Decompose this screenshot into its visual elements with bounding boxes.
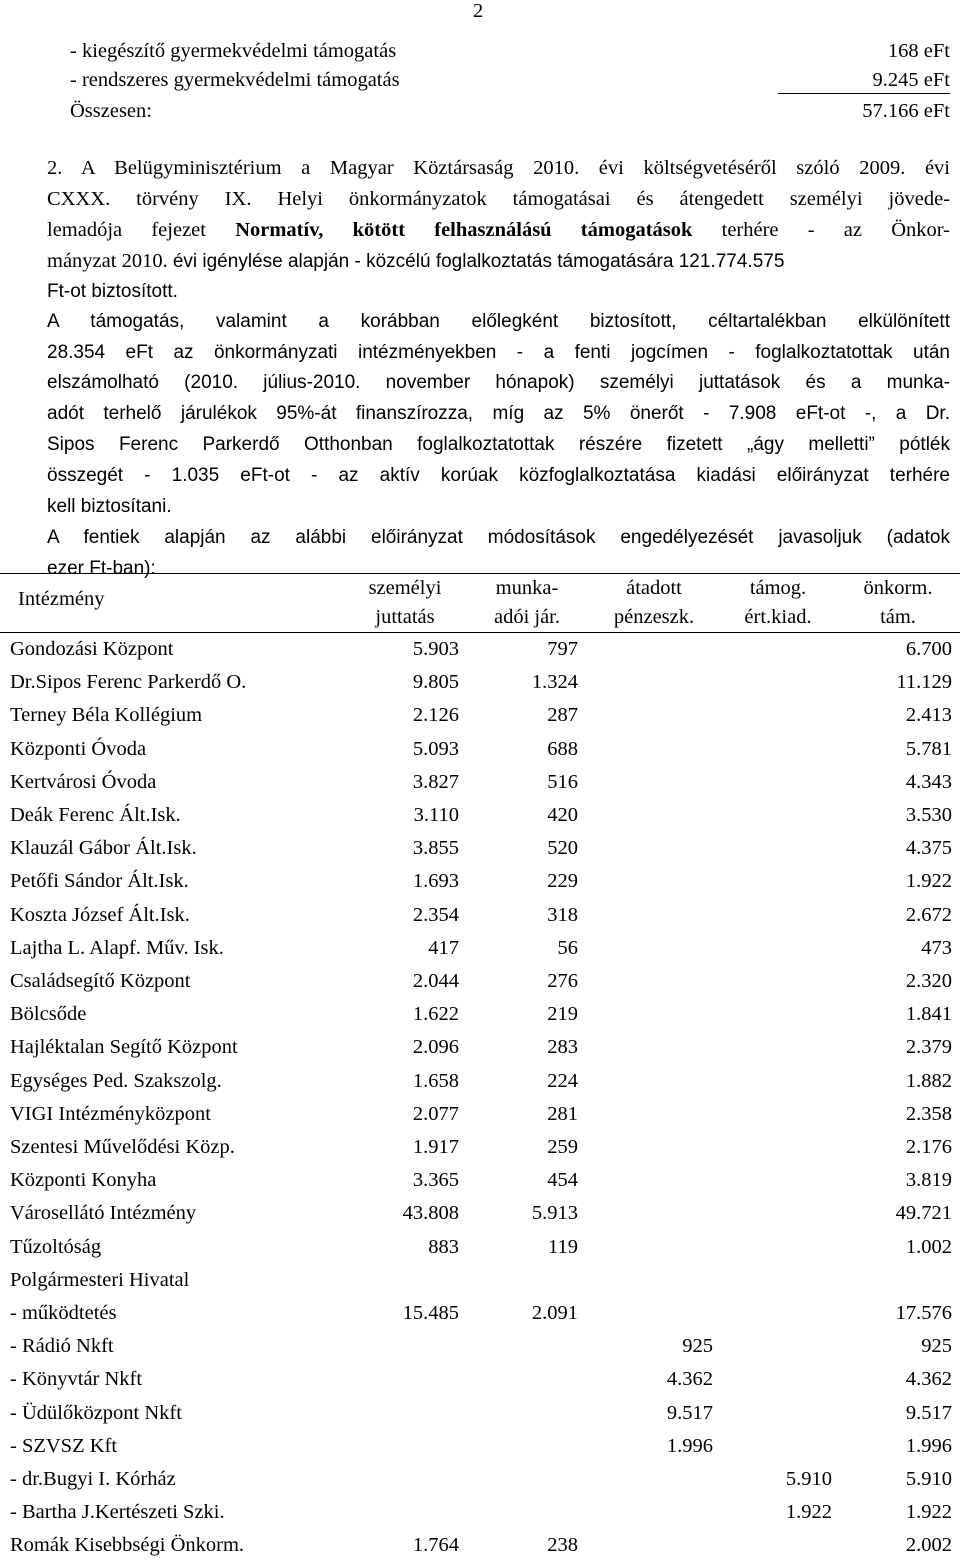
- cell-atadott-penzeszk: 1.996: [666, 1434, 713, 1457]
- summary-total-label: Összesen:: [70, 100, 152, 122]
- header-line: önkorm.: [863, 577, 933, 599]
- table-row: [0, 1302, 960, 1335]
- summary-row: [70, 40, 950, 70]
- column-header-tamog: [728, 574, 828, 632]
- table-row: [0, 1036, 960, 1069]
- cell-munkaadoi-jarulek: 119: [548, 1235, 578, 1258]
- table-row: [0, 1103, 960, 1136]
- cell-szemelyi-juttatas: 1.917: [412, 1136, 459, 1158]
- cell-munkaadoi-jarulek: 5.913: [531, 1202, 578, 1225]
- summary-value: 168 eFt: [887, 40, 950, 62]
- cell-szemelyi-juttatas: 3.365: [412, 1169, 459, 1192]
- cell-onkorm-tam: 1.882: [905, 1069, 952, 1092]
- cell-munkaadoi-jarulek: 420: [547, 804, 578, 826]
- table-row: [0, 1335, 960, 1368]
- cell-onkorm-tam: 17.576: [895, 1302, 952, 1324]
- paragraph-line: A fentiek alapján az alábbi előirányzat módosítások engedélyezését javasoljuk (adatok: [47, 527, 950, 548]
- cell-atadott-penzeszk: 925: [682, 1335, 713, 1358]
- cell-intezmeny: VIGI Intézményközpont: [10, 1102, 211, 1125]
- cell-munkaadoi-jarulek: 276: [547, 970, 578, 992]
- header-line: adói jár.: [493, 606, 561, 628]
- table-row: [0, 1368, 960, 1401]
- paragraph-line: CXXX. törvény IX. Helyi önkormányzatok támogatásai és átengedett személyi jövede-: [47, 188, 950, 210]
- cell-intezmeny: Petőfi Sándor Ált.Isk.: [10, 870, 189, 893]
- cell-munkaadoi-jarulek: 56: [557, 936, 578, 959]
- cell-intezmeny: Dr.Sipos Ferenc Parkerdő O.: [10, 671, 247, 694]
- header-line: munka-: [495, 577, 559, 599]
- cell-munkaadoi-jarulek: 2.091: [531, 1302, 578, 1324]
- table-row: [0, 804, 960, 837]
- cell-munkaadoi-jarulek: 283: [547, 1036, 578, 1059]
- cell-intezmeny: Egységes Ped. Szakszolg.: [10, 1069, 222, 1092]
- summary-value: 9.245 eFt: [872, 69, 950, 91]
- cell-munkaadoi-jarulek: 688: [547, 737, 578, 760]
- cell-intezmeny: - működtetés: [10, 1302, 117, 1324]
- cell-intezmeny: Lajtha L. Alapf. Műv. Isk.: [10, 936, 224, 959]
- summary-label: - kiegészítő gyermekvédelmi támogatás: [70, 40, 397, 62]
- cell-onkorm-tam: 3.530: [905, 804, 952, 826]
- table-row: [0, 638, 960, 671]
- cell-munkaadoi-jarulek: 238: [547, 1534, 578, 1557]
- cell-szemelyi-juttatas: 5.093: [412, 737, 459, 760]
- paragraph-line: ezer Ft-ban):: [47, 558, 156, 579]
- cell-szemelyi-juttatas: 2.096: [412, 1036, 459, 1059]
- cell-onkorm-tam: 1.922: [905, 870, 952, 893]
- cell-onkorm-tam: 2.002: [905, 1534, 952, 1557]
- cell-onkorm-tam: 4.362: [905, 1368, 952, 1391]
- table-row: [0, 1003, 960, 1036]
- cell-szemelyi-juttatas: 1.764: [412, 1534, 459, 1557]
- cell-intezmeny: - SZVSZ Kft: [10, 1434, 118, 1457]
- cell-szemelyi-juttatas: 3.110: [413, 804, 459, 826]
- paragraph-line: kell biztosítani.: [47, 496, 172, 517]
- column-header-intezmeny: Intézmény: [18, 588, 105, 610]
- cell-onkorm-tam: 9.517: [905, 1401, 952, 1424]
- table-row: [0, 904, 960, 937]
- cell-onkorm-tam: 2.320: [905, 970, 952, 992]
- cell-onkorm-tam: 5.781: [905, 737, 952, 760]
- cell-onkorm-tam: 49.721: [895, 1202, 952, 1225]
- table-row: [0, 1435, 960, 1468]
- cell-intezmeny: Gondozási Központ: [10, 638, 174, 660]
- cell-munkaadoi-jarulek: 520: [547, 837, 578, 860]
- cell-onkorm-tam: 2.672: [905, 903, 952, 926]
- cell-onkorm-tam: 11.129: [896, 671, 952, 694]
- cell-munkaadoi-jarulek: 318: [547, 903, 578, 926]
- cell-szemelyi-juttatas: 2.044: [412, 970, 459, 992]
- cell-intezmeny: Bölcsőde: [10, 1003, 87, 1026]
- cell-onkorm-tam: 2.379: [905, 1036, 952, 1059]
- summary-total-value: 57.166 eFt: [862, 100, 950, 122]
- cell-tamog-ert-kiad: 5.910: [785, 1468, 832, 1490]
- table-row: [0, 970, 960, 1003]
- header-line: ért.kiad.: [744, 606, 812, 628]
- cell-intezmeny: Koszta József Ált.Isk.: [10, 903, 190, 926]
- cell-szemelyi-juttatas: 1.658: [412, 1069, 459, 1092]
- cell-atadott-penzeszk: 9.517: [666, 1401, 713, 1424]
- table-row: [0, 870, 960, 903]
- cell-szemelyi-juttatas: 2.126: [412, 704, 459, 727]
- paragraph-line: [47, 250, 950, 273]
- cell-intezmeny: Terney Béla Kollégium: [10, 704, 203, 727]
- cell-intezmeny: - Bartha J.Kertészeti Szki.: [10, 1501, 225, 1524]
- paragraph-line: Ft-ot biztosított.: [47, 281, 178, 302]
- paragraph-text: lemadója fejezet: [47, 219, 206, 241]
- column-header-onkorm: [848, 574, 948, 632]
- cell-intezmeny: Városellátó Intézmény: [10, 1202, 197, 1225]
- cell-munkaadoi-jarulek: 287: [547, 704, 578, 727]
- table-row: [0, 1202, 960, 1235]
- cell-onkorm-tam: 473: [921, 936, 952, 959]
- header-line: juttatás: [375, 606, 435, 628]
- header-line: átadott: [626, 577, 682, 599]
- cell-munkaadoi-jarulek: 797: [547, 638, 578, 660]
- cell-szemelyi-juttatas: 15.485: [402, 1302, 459, 1324]
- cell-munkaadoi-jarulek: 224: [547, 1069, 578, 1092]
- cell-munkaadoi-jarulek: 281: [547, 1102, 578, 1125]
- cell-intezmeny: - dr.Bugyi I. Kórház: [10, 1468, 176, 1490]
- column-header-szemelyi: [350, 574, 460, 632]
- paragraph-line: [47, 219, 950, 242]
- cell-munkaadoi-jarulek: 229: [547, 870, 578, 893]
- cell-intezmeny: - Könyvtár Nkft: [10, 1368, 143, 1391]
- cell-onkorm-tam: 1.996: [905, 1434, 952, 1457]
- paragraph-line: A támogatás, valamint a korábban előlegként biztosított, céltartalékban elkülönített: [47, 311, 950, 332]
- cell-onkorm-tam: 4.375: [905, 837, 952, 860]
- summary-underline: [778, 93, 950, 94]
- paragraph-text: évi igénylése alapján - közcélú foglalkoztatás támogatására 121.774.575: [172, 251, 785, 272]
- paragraph-bold-text: Normatív, kötött felhasználású támogatások: [235, 219, 693, 241]
- cell-intezmeny: Tűzoltóság: [10, 1235, 102, 1258]
- table-row: [0, 671, 960, 704]
- header-line: támog.: [749, 577, 807, 599]
- cell-onkorm-tam: 1.922: [905, 1501, 952, 1524]
- cell-onkorm-tam: 1.002: [905, 1235, 952, 1258]
- cell-intezmeny: Központi Konyha: [10, 1169, 157, 1192]
- header-line: tám.: [880, 606, 916, 628]
- cell-onkorm-tam: 4.343: [905, 770, 952, 793]
- cell-onkorm-tam: 1.841: [905, 1003, 952, 1026]
- paragraph-line: Sipos Ferenc Parkerdő Otthonban foglalkoztatottak részére fizetett „ágy melletti” pótlék: [47, 434, 950, 455]
- cell-munkaadoi-jarulek: 1.324: [531, 671, 578, 694]
- cell-szemelyi-juttatas: 1.622: [412, 1003, 459, 1026]
- cell-intezmeny: Polgármesteri Hivatal: [10, 1268, 190, 1291]
- table-row: [0, 1468, 960, 1501]
- cell-intezmeny: Hajléktalan Segítő Központ: [10, 1036, 238, 1059]
- paragraph-line: adót terhelő járulékok 95%-át finanszírozza, míg az 5% önerőt - 7.908 eFt-ot -, a Dr.: [47, 403, 950, 424]
- page-number: 2: [473, 0, 484, 22]
- table-row: [0, 1136, 960, 1169]
- paragraph-line: 2. A Belügyminisztérium a Magyar Köztársaság 2010. évi költségvetéséről szóló 2009. évi: [47, 157, 950, 179]
- cell-onkorm-tam: 925: [921, 1335, 952, 1358]
- summary-row: [70, 69, 950, 99]
- cell-intezmeny: - Rádió Nkft: [10, 1335, 114, 1358]
- cell-szemelyi-juttatas: 883: [428, 1235, 459, 1258]
- summary-total-row: [70, 100, 950, 130]
- cell-szemelyi-juttatas: 5.903: [412, 638, 459, 660]
- cell-szemelyi-juttatas: 9.805: [412, 671, 459, 694]
- cell-intezmeny: Családsegítő Központ: [10, 970, 191, 992]
- cell-munkaadoi-jarulek: 219: [547, 1003, 578, 1026]
- cell-onkorm-tam: 2.413: [905, 704, 952, 727]
- cell-tamog-ert-kiad: 1.922: [785, 1501, 832, 1524]
- cell-onkorm-tam: 5.910: [905, 1468, 952, 1490]
- table-row: [0, 1534, 960, 1567]
- table-row: [0, 837, 960, 870]
- table-row: [0, 1501, 960, 1534]
- cell-szemelyi-juttatas: 417: [428, 936, 459, 959]
- cell-intezmeny: Szentesi Művelődési Közp.: [10, 1136, 235, 1158]
- summary-label: - rendszeres gyermekvédelmi támogatás: [70, 69, 400, 91]
- cell-szemelyi-juttatas: 3.855: [412, 837, 459, 860]
- cell-atadott-penzeszk: 4.362: [666, 1368, 713, 1391]
- cell-szemelyi-juttatas: 1.693: [412, 870, 459, 893]
- table-row: [0, 1402, 960, 1435]
- table-row: [0, 1236, 960, 1269]
- cell-munkaadoi-jarulek: 259: [547, 1136, 578, 1158]
- cell-intezmeny: Központi Óvoda: [10, 737, 147, 760]
- cell-intezmeny: Klauzál Gábor Ált.Isk.: [10, 837, 197, 860]
- paragraph-text: mányzat 2010.: [47, 250, 168, 272]
- header-line: pénzeszk.: [613, 606, 695, 628]
- paragraph-text: terhére - az Önkor-: [721, 219, 950, 241]
- cell-szemelyi-juttatas: 2.077: [412, 1102, 459, 1125]
- cell-szemelyi-juttatas: 2.354: [412, 903, 459, 926]
- cell-intezmeny: Deák Ferenc Ált.Isk.: [10, 804, 181, 826]
- cell-szemelyi-juttatas: 43.808: [402, 1202, 459, 1225]
- cell-onkorm-tam: 6.700: [905, 638, 952, 660]
- table-row: [0, 1169, 960, 1202]
- paragraph-line: 28.354 eFt az önkormányzati intézményekben - a fenti jogcímen - foglalkoztatottak után: [47, 342, 950, 363]
- cell-onkorm-tam: 3.819: [905, 1169, 952, 1192]
- table-row: [0, 704, 960, 737]
- table-row: [0, 738, 960, 771]
- table-header-bottom-rule: [0, 632, 960, 633]
- cell-munkaadoi-jarulek: 516: [547, 770, 578, 793]
- table-row: [0, 771, 960, 804]
- cell-intezmeny: Romák Kisebbségi Önkorm.: [10, 1534, 245, 1557]
- table-row: [0, 1269, 960, 1302]
- column-header-atadott: [598, 574, 710, 632]
- header-line: személyi: [368, 577, 442, 599]
- table-row: [0, 1070, 960, 1103]
- paragraph-line: elszámolható (2010. július-2010. november hónapok) személyi juttatások és a munka-: [47, 372, 950, 393]
- cell-intezmeny: - Üdülőközpont Nkft: [10, 1401, 182, 1424]
- column-header-munkaadoi: [477, 574, 577, 632]
- paragraph-line: összegét - 1.035 eFt-ot - az aktív korúak közfoglalkoztatása kiadási előirányzat terhére: [47, 465, 950, 486]
- cell-munkaadoi-jarulek: 454: [547, 1169, 578, 1192]
- cell-intezmeny: Kertvárosi Óvoda: [10, 770, 157, 793]
- table-row: [0, 937, 960, 970]
- cell-szemelyi-juttatas: 3.827: [412, 770, 459, 793]
- cell-onkorm-tam: 2.358: [905, 1102, 952, 1125]
- cell-onkorm-tam: 2.176: [905, 1136, 952, 1158]
